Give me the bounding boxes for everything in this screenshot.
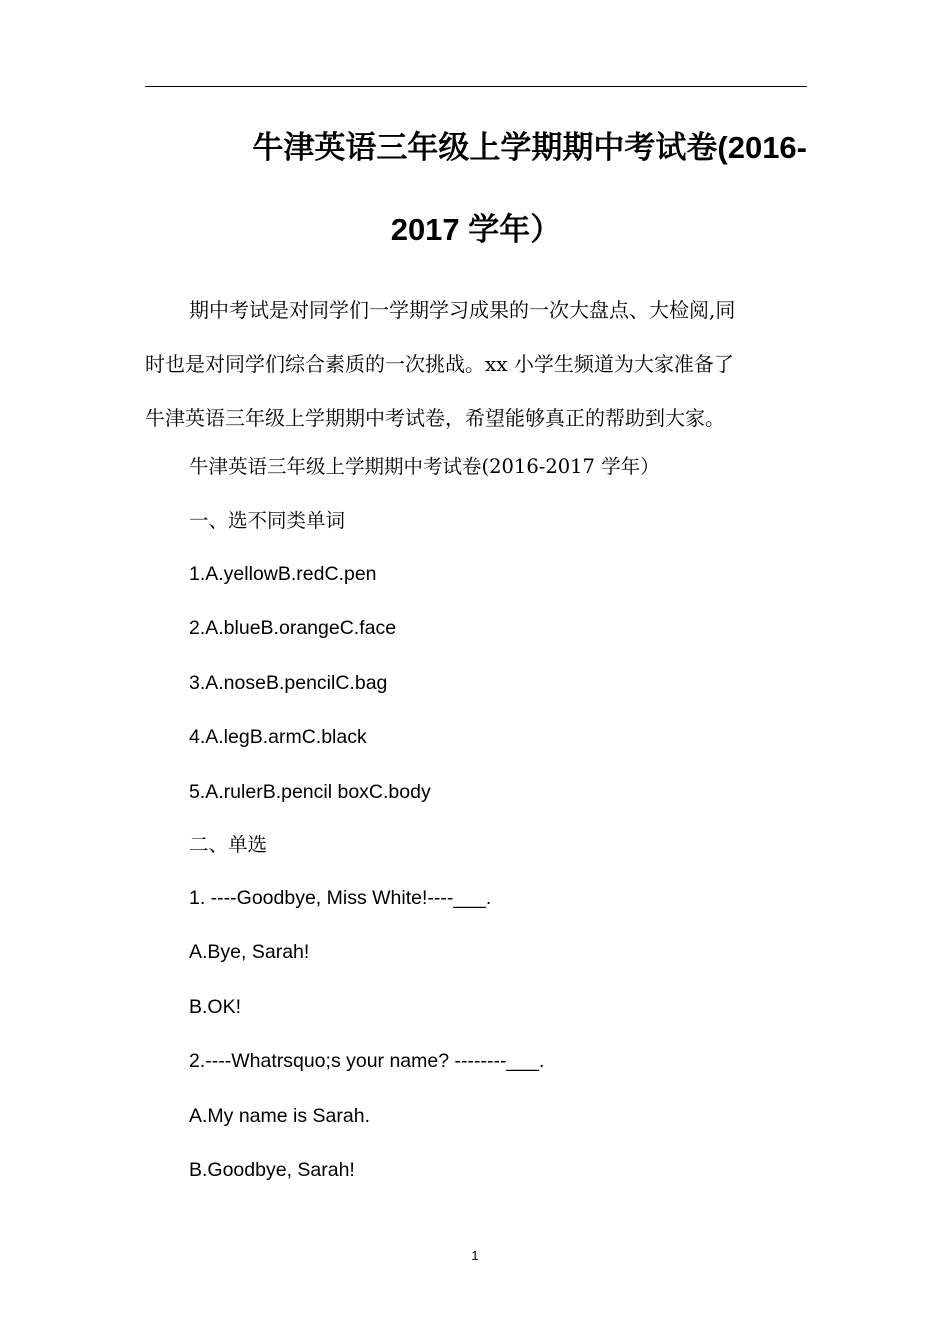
section-1-item-5: 5.A.rulerB.pencil boxC.body [189,781,431,803]
intro-line-2: 时也是对同学们综合素质的一次挑战。xx 小学生频道为大家准备了 [145,352,734,376]
section-1-item-2: 2.A.blueB.orangeC.face [189,617,397,639]
intro-line-1: 期中考试是对同学们一学期学习成果的一次大盘点、大检阅,同 [189,298,736,322]
section-2-option-1a: A.Bye, Sarah! [189,941,310,963]
section-2-question-1: 1. ----Goodbye, Miss White!----___. [189,887,492,909]
section-2-question-2: 2.----Whatrsquo;s your name? --------___. [189,1050,545,1072]
intro-paragraph [145,283,807,445]
section-1-item-1: 1.A.yellowB.redC.pen [189,563,377,585]
section-2-option-1b: B.OK! [189,996,242,1018]
section-1-item-3: 3.A.noseB.pencilC.bag [189,672,388,694]
section-2-heading: 二、单选 [189,833,268,856]
section-1-heading: 一、选不同类单词 [189,509,346,532]
document-title-line-1: 牛津英语三年级上学期期中考试卷(2016- [252,130,807,165]
section-2-option-2a: A.My name is Sarah. [189,1105,370,1127]
document-title-line-2: 2017 学年） [390,212,562,247]
header-rule [145,86,807,87]
intro-line-3: 牛津英语三年级上学期期中考试卷，希望能够真正的帮助到大家。 [145,406,725,430]
section-1-item-4: 4.A.legB.armC.black [189,726,367,748]
exam-subtitle: 牛津英语三年级上学期期中考试卷(2016-2017 学年） [189,455,660,478]
section-2-option-2b: B.Goodbye, Sarah! [189,1159,355,1181]
page-number: 1 [471,1248,479,1263]
